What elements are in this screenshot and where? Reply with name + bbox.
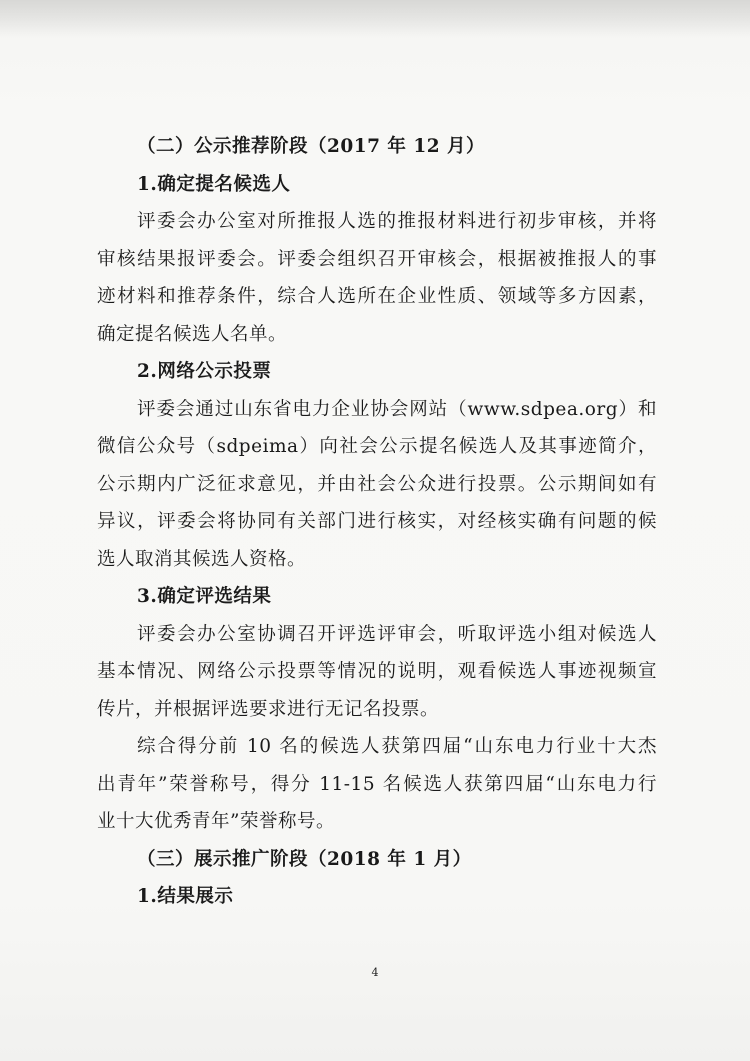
step-1-paragraph — [97, 203, 657, 353]
step-3-title: 3.确定评选结果 — [137, 586, 272, 607]
paragraph-line: 迹材料和推荐条件，综合人选所在企业性质、领域等多方因素， — [97, 286, 657, 307]
paragraph-line: 基本情况、网络公示投票等情况的说明，观看候选人事迹视频宣 — [97, 661, 657, 682]
scan-edge-shadow — [0, 0, 750, 36]
page-number: 4 — [371, 966, 379, 979]
paragraph-line: 选人取消其候选人资格。 — [97, 548, 307, 570]
paragraph-line: 审核结果报评委会。评委会组织召开审核会，根据被推报人的事 — [97, 248, 657, 270]
paragraph-line: 传片，并根据评选要求进行无记名投票。 — [97, 698, 440, 720]
document-body — [97, 128, 657, 916]
paragraph-line: 出青年”荣誉称号，得分 11-15 名候选人获第四届“山东电力行 — [97, 773, 657, 795]
step-1-title: 1.确定提名候选人 — [137, 173, 291, 195]
paragraph-line: 综合得分前 10 名的候选人获第四届“山东电力行业十大杰 — [137, 736, 657, 757]
paragraph-line: 微信公众号（sdpeima）向社会公示提名候选人及其事迹简介， — [97, 436, 657, 457]
step-2-title: 2.网络公示投票 — [137, 361, 272, 382]
section-heading-3: （三）展示推广阶段（2018 年 1 月） — [137, 848, 472, 870]
paragraph-line: 评委会办公室对所推报人选的推报材料进行初步审核，并将 — [137, 211, 657, 232]
step-3-paragraph-1 — [97, 616, 657, 729]
step-results-title: 1.结果展示 — [137, 886, 234, 907]
step-3-paragraph-2 — [97, 728, 657, 841]
paragraph-line: 异议，评委会将协同有关部门进行核实，对经核实确有问题的候 — [97, 511, 657, 532]
paragraph-line: 业十大优秀青年”荣誉称号。 — [97, 811, 335, 832]
paragraph-line: 评委会办公室协调召开评选评审会，听取评选小组对候选人 — [137, 623, 657, 645]
paragraph-line: 公示期内广泛征求意见，并由社会公众进行投票。公示期间如有 — [97, 473, 657, 495]
section-heading-2: （二）公示推荐阶段（2017 年 12 月） — [137, 136, 486, 157]
paragraph-line: 确定提名候选人名单。 — [97, 323, 288, 345]
step-2-paragraph — [97, 391, 657, 579]
paragraph-line: 评委会通过山东省电力企业协会网站（www.sdpea.org）和 — [137, 398, 657, 420]
